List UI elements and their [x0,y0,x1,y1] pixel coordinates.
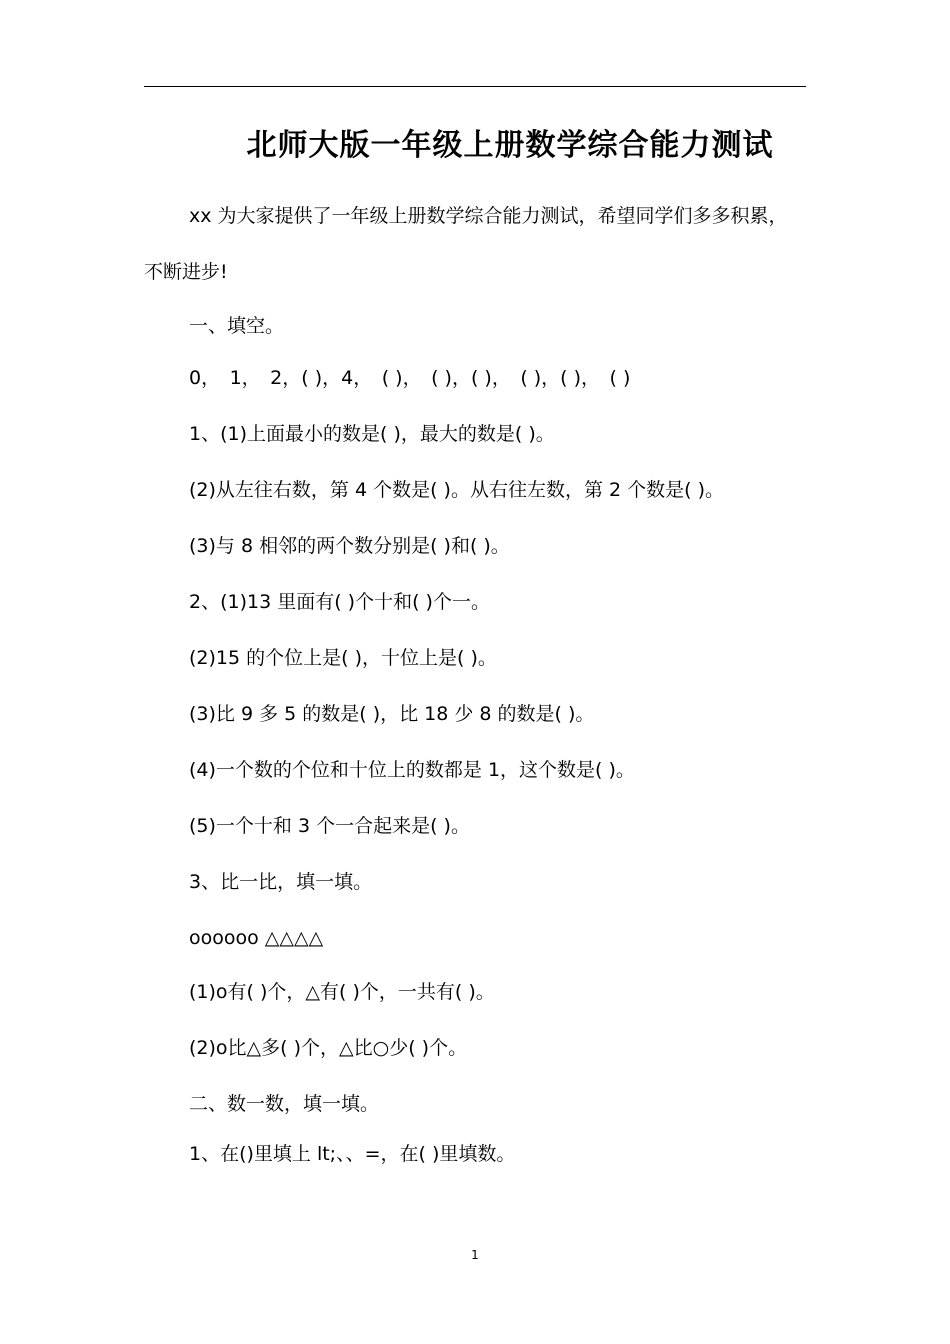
question-line: (5)一个十和 3 个一合起来是( )。 [189,815,470,837]
question-line: (3)与 8 相邻的两个数分别是( )和( )。 [189,535,510,557]
section-heading-fill-blanks: 一、填空。 [189,315,285,337]
page-number: 1 [471,1248,479,1262]
number-sequence-line: 0， 1， 2，( )，4， ( )， ( )，( )， ( )，( )， ( ) [189,367,631,389]
document-title: 北师大版一年级上册数学综合能力测试 [246,128,774,163]
question-line: (1)o有( )个，△有( )个，一共有( )。 [189,981,495,1003]
shapes-line: oooooo △△△△ [189,927,324,949]
question-line: 1、(1)上面最小的数是( )，最大的数是( )。 [189,423,555,445]
question-line: (2)从左往右数，第 4 个数是( )。从右往左数，第 2 个数是( )。 [189,479,724,501]
question-line: 1、在()里填上 lt;、、=，在( )里填数。 [189,1143,516,1165]
question-line: (3)比 9 多 5 的数是( )，比 18 少 8 的数是( )。 [189,703,595,725]
intro-paragraph: xx 为大家提供了一年级上册数学综合能力测试，希望同学们多多积累，不断进步! [144,205,788,283]
question-line: (4)一个数的个位和十位上的数都是 1，这个数是( )。 [189,759,635,781]
question-line: 3、比一比，填一填。 [189,871,373,893]
header-rule [144,86,806,87]
question-line: 2、(1)13 里面有( )个十和( )个一。 [189,591,490,613]
question-line: (2)15 的个位上是( )，十位上是( )。 [189,647,497,669]
section-heading-count: 二、数一数，填一填。 [189,1093,380,1115]
question-line: (2)o比△多( )个，△比○少( )个。 [189,1037,468,1059]
